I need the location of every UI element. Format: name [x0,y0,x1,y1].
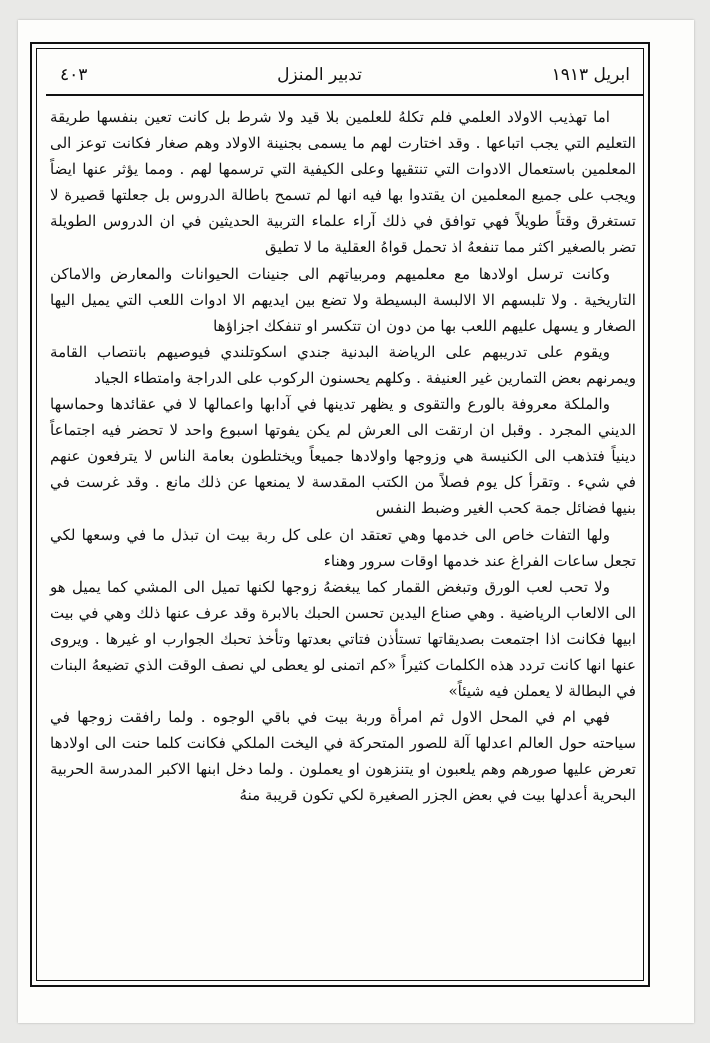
paragraph: ويقوم على تدريبهم على الرياضة البدنية جندي اسكوتلندي فيوصيهم بانتصاب القامة ويمرنهم بعض التمارين غير العنيفة . وكلهم يحسنون الركوب على الدراجة وامتطاء الجياد [50,342,636,387]
paragraph: والملكة معروفة بالورع والتقوى و يظهر تدينها في آدابها واعمالها لا في عقائدها وحماسها الديني المجرد . وقبل ان ارتقت الى العرش لم يكن يفوتها اسبوع واحد لا تحضر فيه اجتماعاً دينياً فتذهب الى الكنيسة هي وزوجها واولادها جميعاً ويختلطون بعامة الناس لا يترفعون عنهم في شيء . وتقرأ كل يوم فصلاً من الكتب المقدسة لا يمنعها عن ذلك مانع . وقد غرست في بنيها فضائل جمة كحب الغير وضبط النفس [50,395,636,518]
section-title: تدبير المنزل [277,65,362,85]
paragraph: فهي ام في المحل الاول ثم امرأة وربة بيت في باقي الوجوه . ولما رافقت زوجها في سياحته حول العالم اعدلها آلة للصور المتحركة في اليخت الملكي فكانت كلما حنت الى اولادها تعرض عليها صورهم وهم يلعبون او يتنزهون او يعملون . ولما دخل ابنها الاكبر المدرسة الحربية البحرية أعدلها بيت في بعض الجزر الصغيرة لكي تكون قريبة منهُ [50,708,636,805]
header-rule [46,94,644,96]
page-number: ٤٠٣ [60,65,88,85]
paragraph: ولها التفات خاص الى خدمها وهي تعتقد ان على كل ربة بيت ان تبذل ما في وسعها لكي تجعل ساعات الفراغ عند خدمها اوقات سرور وهناء [50,525,636,570]
article-body [50,104,636,809]
paragraph: ولا تحب لعب الورق وتبغض القمار كما يبغضهُ زوجها لكنها تميل الى المشي كما يميل هو الى الالعاب الرياضية . وهي صناع اليدين تحسن الحبك بالابرة وقد عرف عنها ذلك وهي في بيت ابيها فكانت اذا اجتمعت بصديقاتها تستأذن فتاتي بعدتها وتأخذ تحبك الجوارب او غيرها . ويروى عنها انها كانت تردد هذه الكلمات كثيراً «كم اتمنى لو يعطى لي نصف الوقت الذي تضيعهُ البنات في البطالة لا يعملن فيه شيئاً» [50,577,636,701]
running-header [60,58,630,92]
paragraph: اما تهذيب الاولاد العلمي فلم تكلهُ للعلمين بلا قيد ولا شرط بل كانت تعين بنفسها طريقة التعليم التي يجب اتباعها . وقد اختارت لهم ما يسمى بجنينة الاولاد وهم صغار فكانت توعز الى المعلمين باستعمال الادوات التي تنتقيها وعلى الكيفية التي ترسمها لهم . ومما يؤثر عنها ايضاً ويجب على جميع المعلمين ان يقتدوا بها فيه انها لم تسمح باطالة الدروس بل جعلتها قصيرة لا تستغرق وقتاً طويلاً فهي توافق في ذلك آراء علماء التربية الحديثين في ان الدروس الطويلة تضر بالصغير اكثر مما تنفعهُ اذ تحمل قواهُ العقلية ما لا تطيق [50,108,636,257]
issue-date: ابريل ١٩١٣ [551,65,630,85]
paragraph: وكانت ترسل اولادها مع معلميهم ومربياتهم الى جنينات الحيوانات والمعارض والاماكن التاريخية . ولا تلبسهم الا الالبسة البسيطة ولا تضع بين ايديهم الا ادوات اللعب التي يميل اليها الصغار و يسهل عليهم اللعب بها من دون ان تتكسر او تنفكك اجزاؤها [50,264,636,335]
